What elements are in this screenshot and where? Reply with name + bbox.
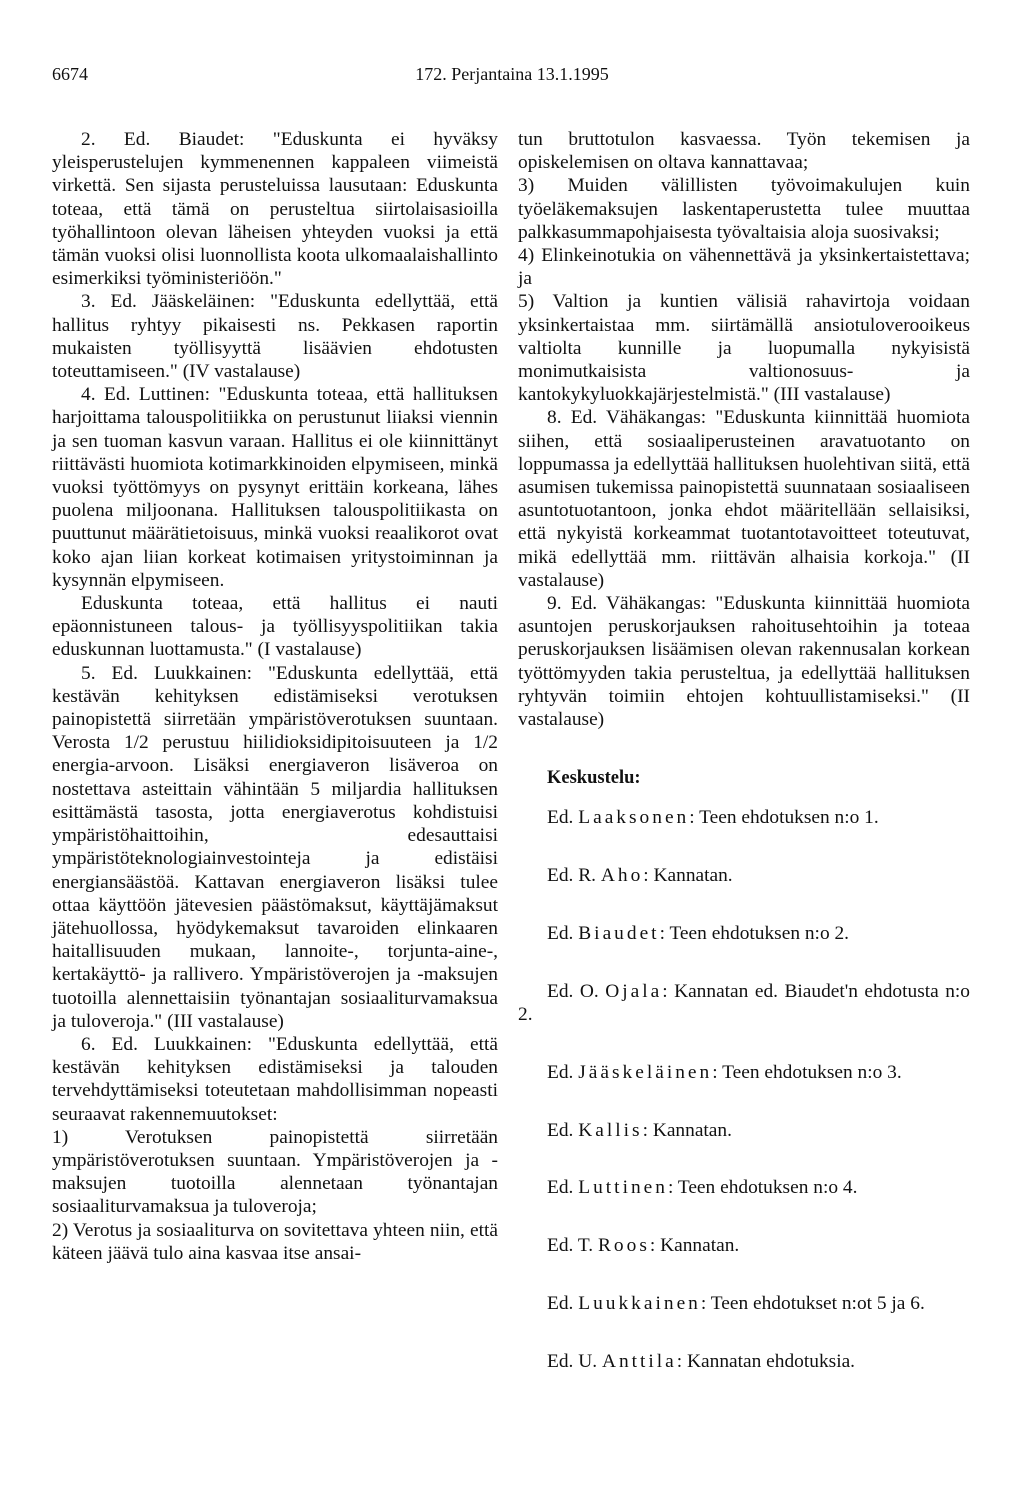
paragraph: 3) Muiden välillisten työvoimakulujen kuin työeläkemaksujen laskentaperustetta tulee muuttaa palkkasummapohjaisesta työvaltaisia aloja suosivaksi; xyxy=(518,175,970,243)
discussion-entry: Ed. T. Roos: Kannatan. xyxy=(547,1235,740,1257)
speaker-name: Luukkainen xyxy=(578,1293,701,1315)
issue-title: 172. Perjantaina 13.1.1995 xyxy=(415,64,609,84)
paragraph: 9. Ed. Vähäkangas: "Eduskunta kiinnittää huomiota asuntojen peruskorjauksen rahoitusehtoihin ja toteaa peruskorjauksen lisäämisen olevan rakennusalan korkean työttömyyden takia perusteltua, ja edellyttää hallituksen ryhtyvän toimiin ehtojen kohtuullistamiseksi." (II vastalause) xyxy=(518,593,970,731)
paragraph: 4. Ed. Luttinen: "Eduskunta toteaa, että hallituksen harjoittama talouspolitiikka on perustunut liiaksi viennin ja sen tuoman kasvun varaan. Hallitus ei ole kiinnittänyt riittävästi huomiota kotimarkkinoiden elpymiseen, minkä vuoksi työttömyys on pysynyt erittäin korkeana, lähes puolena miljoonana. Hallituksen talouspolitiikasta on puuttunut määrätietoisuus, minkä vuoksi reaalikorot ovat koko ajan liian korkeat kotimaisen yritystoiminnan ja kysynnän elpymiseen. xyxy=(52,384,498,591)
right-column xyxy=(518,128,970,1408)
speaker-name: Anttila xyxy=(601,1350,677,1372)
paragraph: 2) Verotus ja sosiaaliturva on sovitettava yhteen niin, että käteen jäävä tulo aina kasvaa itse ansai- xyxy=(52,1219,498,1264)
discussion-list xyxy=(518,806,970,1373)
left-column xyxy=(52,128,498,1265)
discussion-entry: Ed. O. Ojala: Kannatan ed. Biaudet'n ehdotusta n:o 2. xyxy=(518,980,971,1026)
page-header xyxy=(52,64,972,88)
paragraph: 2. Ed. Biaudet: "Eduskunta ei hyväksy yleisperustelujen kymmenennen kappaleen viimeistä virkettä. Sen sijasta perusteluissa lausutaan: Eduskunta toteaa, että tämä on perusteltua siirtolaisasioilla työhallintoon olevan läheisen yhteyden vuoksi ja että tämän vuoksi olisi luonnollista koota ulkomaalaishallinto esimerkiksi työministeriöön." xyxy=(52,129,498,290)
paragraph: 8. Ed. Vähäkangas: "Eduskunta kiinnittää huomiota siihen, että sosiaaliperusteinen aravatuotanto on loppumassa ja edellyttää hallituksen huolehtivan siitä, että asumisen tukemissa painopistettä suunnataan sosiaaliseen asuntotuotantoon, jonka ehdot määritellään sellaisiksi, että nykyistä korkeammat tuotantotavoitteet toteutuvat, mikä edellyttää mm. riittävän alhaisia korkoja." (II vastalause) xyxy=(518,407,970,591)
speaker-name: Ojala xyxy=(605,980,663,1002)
paragraph: 4) Elinkeinotukia on vähennettävä ja yksinkertaistettava; ja xyxy=(518,245,970,290)
discussion-entry: Ed. U. Anttila: Kannatan ehdotuksia. xyxy=(547,1350,856,1372)
discussion-heading: Keskustelu: xyxy=(547,768,641,789)
page-number: 6674 xyxy=(52,64,88,84)
paragraph: Eduskunta toteaa, että hallitus ei nauti epäonnistuneen talous- ja työllisyyspolitiikan takia eduskunnan luottamusta." (I vastalause) xyxy=(52,593,498,661)
speaker-name: Jääskeläinen xyxy=(578,1061,713,1083)
discussion-entry: Ed. Kallis: Kannatan. xyxy=(547,1119,732,1141)
speaker-name: Kallis xyxy=(578,1119,643,1141)
paragraph: 1) Verotuksen painopistettä siirretään ympäristöverotuksen suuntaan. Ympäristöverojen ja -maksujen tuotoilla alennetaan työnantajan sosiaaliturvamaksua ja tuloveroja; xyxy=(52,1126,498,1218)
discussion-entry: Ed. Luttinen: Teen ehdotuksen n:o 4. xyxy=(547,1177,858,1199)
paragraph: 3. Ed. Jääskeläinen: "Eduskunta edellyttää, että hallitus ryhtyy pikaisesti ns. Pekkasen raportin mukaisten työllisyyttä lisäävien ehdotusten toteuttamiseen." (IV vastalause) xyxy=(52,291,498,383)
discussion-entry: Ed. R. Aho: Kannatan. xyxy=(547,865,733,887)
discussion-entry: Ed. Jääskeläinen: Teen ehdotuksen n:o 3. xyxy=(547,1061,902,1083)
speaker-name: Aho xyxy=(600,865,644,887)
speaker-name: Luttinen xyxy=(578,1177,668,1199)
discussion-entry: Ed. Luukkainen: Teen ehdotukset n:ot 5 ja 6. xyxy=(547,1293,925,1315)
speaker-name: Laaksonen xyxy=(578,807,690,829)
paragraph: 6. Ed. Luukkainen: "Eduskunta edellyttää, että kestävän kehityksen edistämiseksi ja talouden tervehdyttämiseksi toteutetaan mahdollisimman nopeasti seuraavat rakennemuutokset: xyxy=(52,1033,498,1125)
speaker-name: Biaudet xyxy=(578,923,660,945)
paragraph: 5. Ed. Luukkainen: "Eduskunta edellyttää, että kestävän kehityksen edistämiseksi verotuksen painopistettä siirretään ympäristöverotuksen suuntaan. Verosta 1/2 perustuu hiilidioksidipitoisuuteen ja 1/2 energia-arvoon. Lisäksi energiaveron lisäveroa on nostettava asteittain vähintään 5 miljardia hallituksen esittämästä tasosta, jotta energiaverotus kohdistuisi ympäristöhaittoihin, edesauttaisi ympäristöteknologiainvestointeja ja edistäisi energiansäästöä. Kattavan energiaveron lisäksi tulee ottaa käyttöön jätevesien päästömaksut, käyttäjämaksut jätehuollossa, hyödykemaksut tavaroiden elinkaaren haitallisuuden mukaan, lannoite-, torjunta-aine-, kertakäyttö- ja rallivero. Ympäristöverojen ja -maksujen tuotoilla alennettaisiin työnantajan sosiaaliturvamaksua ja tuloveroja." (III vastalause) xyxy=(52,662,498,1032)
paragraph: 5) Valtion ja kuntien välisiä rahavirtoja voidaan yksinkertaistaa mm. siirtämällä ansiotuloverooikeus valtiolta kunnille ja luopumalla nykyisistä monimutkaisista valtionosuus- ja kantokykyluokkajärjestelmistä." (III vastalause) xyxy=(518,291,970,406)
discussion-entry: Ed. Biaudet: Teen ehdotuksen n:o 2. xyxy=(547,923,850,945)
discussion-entry: Ed. Laaksonen: Teen ehdotuksen n:o 1. xyxy=(547,807,879,829)
speaker-name: Roos xyxy=(598,1235,650,1257)
paragraph: tun bruttotulon kasvaessa. Työn tekemisen ja opiskelemisen on oltava kannattavaa; xyxy=(518,129,970,174)
